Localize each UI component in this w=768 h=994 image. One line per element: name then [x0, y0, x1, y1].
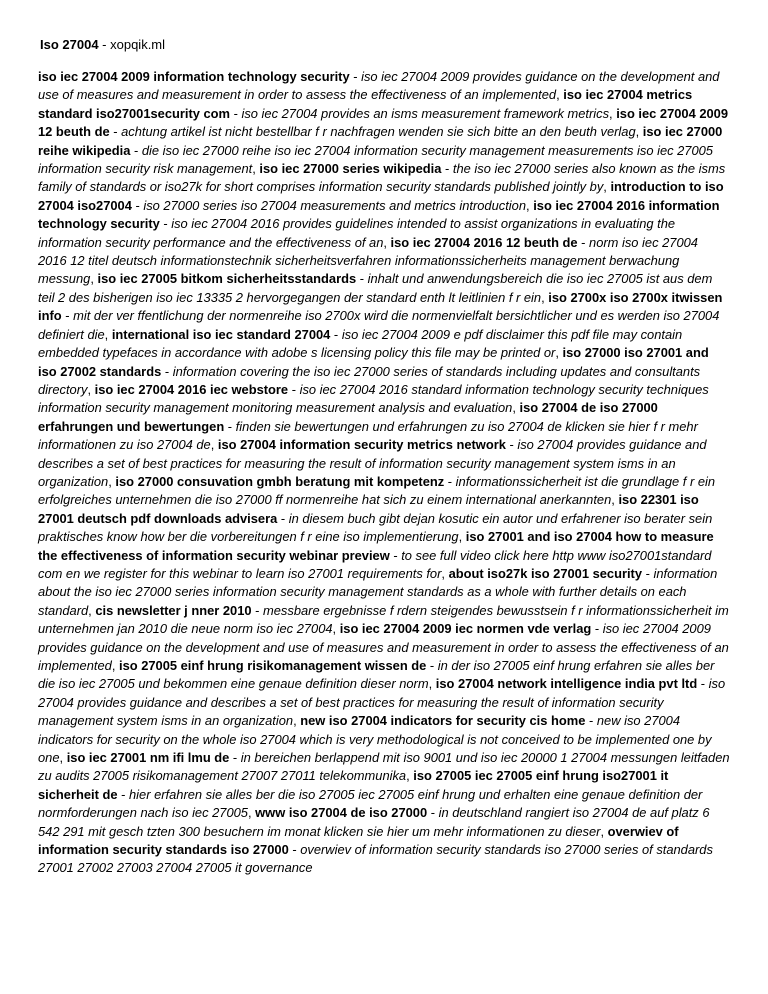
result-description: iso iec 27004 provides an isms measurement framework metrics — [241, 105, 610, 121]
title-desc-separator: - — [131, 197, 144, 213]
result-description: norm iso iec 27004 2016 12 titel deutsch informationstechnik sicherheitsverfahren informationssicherheits management berwachung messung — [38, 234, 698, 287]
entry-separator: , — [88, 602, 96, 618]
title-desc-separator: - — [444, 473, 456, 489]
result-title[interactable]: cis newsletter j nner 2010 — [95, 602, 252, 618]
entry-separator: , — [59, 750, 67, 766]
result-description: hier erfahren sie alles ber die iso 27005 iec 27005 einf hrung und erhalten eine genaue definition der normforderungen nach iso iec 27005 — [38, 786, 703, 821]
entry-separator: , — [108, 473, 116, 489]
result-title[interactable]: iso iec 27001 nm ifi lmu de — [66, 750, 230, 766]
result-title[interactable]: iso 27004 information security metrics network — [217, 437, 506, 453]
result-description: informationssicherheit ist die grundlage f r ein erfolgreiches unternehmen die iso 27000 ff normenreihe hat sich zu einem international anerkannten — [38, 473, 716, 508]
result-description: iso iec 27004 2009 e pdf disclaimer this pdf file may contain embedded typefaces in accordance with adobe s licensing policy this file may be printed or — [38, 326, 683, 361]
result-description: information covering the iso iec 27000 series of standards including updates and consultants directory — [38, 363, 701, 397]
title-desc-separator: - — [230, 105, 242, 121]
result-description: messbare ergebnisse f rdern steigendes bewusstsein f r informationssicherheit im unternehmen jan 2010 die neue norm iso iec 27004 — [38, 602, 729, 637]
title-separator: - — [98, 37, 111, 52]
result-title[interactable]: iso iec 27004 2016 information technology security — [38, 197, 720, 232]
page-title: Iso 27004 — [40, 37, 99, 52]
result-description: in deutschland rangiert iso 27004 de auf platz 6 542 291 mit gesch tzten 300 besuchern im monat klicken sie hier um mehr informationen zu dieser — [38, 805, 710, 839]
title-desc-separator: - — [229, 750, 241, 766]
result-title[interactable]: iso iec 27004 2009 12 beuth de — [38, 105, 729, 140]
result-title[interactable]: iso iec 27004 2016 12 beuth de — [390, 234, 578, 250]
result-title[interactable]: iso iec 27005 bitkom sicherheitsstandards — [97, 271, 357, 287]
result-description: iso 27004 provides guidance and describes a set of best practices for measuring the result of information security management system isms in an organization — [38, 676, 726, 729]
result-title[interactable]: new iso 27004 indicators for security cis home — [300, 713, 586, 729]
result-description: iso iec 27004 2009 provides guidance on the development and use of measures and measurement in order to assess the effectiveness of an implemented — [38, 621, 729, 673]
result-title[interactable]: iso iec 27004 2009 iec normen vde verlag — [339, 621, 592, 637]
result-title[interactable]: iso iec 27004 2016 iec webstore — [94, 381, 289, 397]
title-desc-separator: - — [349, 69, 362, 84]
title-desc-separator: - — [288, 842, 301, 858]
entry-separator: , — [603, 179, 611, 195]
entry-separator: , — [111, 658, 119, 673]
entry-separator: , — [383, 234, 391, 250]
title-desc-separator: - — [251, 602, 264, 618]
entry-separator: , — [210, 437, 218, 453]
title-desc-separator: - — [161, 363, 173, 379]
entry-separator: , — [555, 345, 563, 361]
result-title[interactable]: iso 27004 de iso 27000 erfahrungen und bewertungen — [38, 400, 658, 434]
entry-separator: , — [332, 621, 340, 637]
title-desc-separator: - — [109, 124, 122, 140]
result-description: achtung artikel ist nicht bestellbar f r nachfragen wenden sie sich bitte an den beuth verlag — [121, 124, 636, 140]
result-description: the iso iec 27000 series also known as the isms family of standards or iso27k for short comprises information security standards published jointly by — [38, 161, 726, 195]
entry-separator: , — [541, 289, 549, 305]
entry-separator: , — [526, 197, 534, 213]
title-desc-separator: - — [159, 216, 172, 232]
entry-separator: , — [293, 713, 301, 729]
result-title[interactable]: iso 22301 iso 27001 deutsch pdf downloads advisera — [38, 492, 699, 526]
result-title[interactable]: iso iec 27000 reihe wikipedia — [38, 124, 723, 158]
result-description: inhalt und anwendungsbereich die iso iec 27005 ist aus dem teil 2 des bisherigen iso iec 13335 2 hervorgegangen der standard enth lt leitlinien f r ein — [38, 271, 713, 305]
entry-separator: , — [512, 400, 520, 416]
title-desc-separator: - — [356, 271, 368, 287]
title-desc-separator: - — [642, 565, 654, 581]
result-title[interactable]: iso 27005 einf hrung risikomanagement wissen de — [118, 658, 427, 673]
title-desc-separator: - — [288, 381, 300, 397]
entry-separator: , — [635, 124, 643, 140]
title-desc-separator: - — [117, 786, 129, 802]
entry-separator: , — [441, 565, 449, 581]
entry-separator: , — [104, 326, 112, 342]
result-title[interactable]: iso iec 27004 metrics standard iso27001security com — [38, 87, 693, 121]
entry-separator: , — [428, 676, 436, 692]
title-desc-separator: - — [585, 713, 597, 729]
entry-separator: , — [556, 87, 564, 103]
result-description: mit der ver ffentlichung der normenreihe iso 2700x wird die normenvielfalt bersichtlicher und es werden iso 27004 definiert die — [38, 308, 720, 342]
entry-separator: , — [611, 492, 619, 508]
entry-separator: , — [87, 381, 95, 397]
title-desc-separator: - — [389, 547, 402, 563]
title-desc-separator: - — [426, 658, 438, 673]
entry-separator: , — [609, 105, 617, 121]
result-description: iso 27004 provides guidance and describes a set of best practices for measuring the result of information security management system isms in an organization — [38, 437, 707, 489]
result-description: in der iso 27005 einf hrung erfahren sie alles ber die iso iec 27005 und bekommen eine genaue definition dieser norm — [38, 658, 715, 692]
result-title[interactable]: iso 27005 iec 27005 einf hrung iso27001 it sicherheit de — [38, 768, 669, 802]
result-description: iso iec 27004 2016 provides guidelines intended to assist organizations in evaluating the information security performance and the effectiveness of an — [38, 216, 676, 250]
result-description: new iso 27004 indicators for security on the whole iso 27004 which is very methodological is not conceived to be implemented one by one — [38, 713, 712, 766]
entry-separator: , — [90, 271, 98, 287]
title-desc-separator: - — [330, 326, 342, 342]
results-paragraph — [38, 68, 730, 878]
result-description: to see full video click here http www iso27001standard com en we register for this webinar to learn iso 27001 requirements for — [38, 547, 712, 581]
result-title[interactable]: introduction to iso 27004 iso27004 — [38, 179, 724, 213]
result-description: die iso iec 27000 reihe iso iec 27004 information security management measurements iso iec 27005 information security risk management — [38, 142, 713, 177]
result-title[interactable]: iso 27001 and iso 27004 how to measure the effectiveness of information security webinar preview — [38, 529, 714, 563]
title-desc-separator: - — [224, 418, 236, 434]
result-title[interactable]: iso 27000 iso 27001 and iso 27002 standards — [38, 345, 709, 379]
entry-separator: , — [458, 529, 466, 545]
entry-separator: , — [252, 161, 260, 177]
entry-separator: , — [247, 805, 256, 821]
title-desc-separator: - — [697, 676, 709, 692]
result-description: iso iec 27004 2009 provides guidance on the development and use of measures and measurement in order to assess the effectiveness of an implemented — [38, 69, 720, 103]
title-desc-separator: - — [505, 437, 518, 453]
result-title[interactable]: iso 27000 consuvation gmbh beratung mit kompetenz — [115, 473, 445, 489]
result-title[interactable]: iso 2700x iso 2700x itwissen info — [38, 289, 723, 324]
title-desc-separator: - — [61, 308, 74, 324]
result-title[interactable]: iso 27004 network intelligence india pvt ltd — [435, 676, 698, 692]
result-title[interactable]: www iso 27004 de iso 27000 — [255, 805, 428, 821]
result-description: finden sie bewertungen und erfahrungen zu iso 27004 de klicken sie hier f r mehr informationen zu iso 27004 de — [38, 418, 698, 453]
page-header — [40, 37, 165, 53]
title-desc-separator: - — [427, 805, 439, 821]
result-title[interactable]: iso iec 27004 2009 information technology security — [38, 69, 350, 84]
result-description: iso iec 27004 2016 standard information technology security techniques information security management monitoring measurement analysis and evaluation — [38, 381, 709, 416]
result-title[interactable]: overwiev of information security standards iso 27000 — [38, 823, 679, 858]
result-title[interactable]: about iso27k iso 27001 security — [448, 565, 643, 581]
title-desc-separator: - — [277, 510, 289, 526]
entry-separator: , — [600, 823, 608, 839]
result-description: information about the iso iec 27000 series information security management standards as a whole with further details on each standard — [38, 565, 718, 618]
entry-separator: , — [406, 768, 414, 784]
title-desc-separator: - — [577, 234, 590, 250]
result-description: overwiev of information security standards iso 27000 series of standards 27001 27002 27003 27004 27005 it governance — [38, 842, 713, 876]
result-title[interactable]: iso iec 27000 series wikipedia — [259, 161, 442, 177]
result-description: in bereichen berlappend mit iso 9001 und iso iec 20000 1 27004 messungen leitfaden zu audits 27005 risikomanagement 27007 27011 telekommunika — [38, 750, 730, 784]
result-description: iso 27000 series iso 27004 measurements and metrics introduction — [143, 197, 527, 213]
site-name: xopqik.ml — [110, 37, 166, 52]
result-title[interactable]: international iso iec standard 27004 — [111, 326, 331, 342]
result-description: in diesem buch gibt dejan kosutic ein autor und erfahrener iso berater sein praktisches know how ber die vorbereitungen f r eine iso implementierung — [38, 510, 713, 545]
title-desc-separator: - — [130, 142, 142, 158]
title-desc-separator: - — [591, 621, 603, 637]
title-desc-separator: - — [441, 161, 453, 177]
